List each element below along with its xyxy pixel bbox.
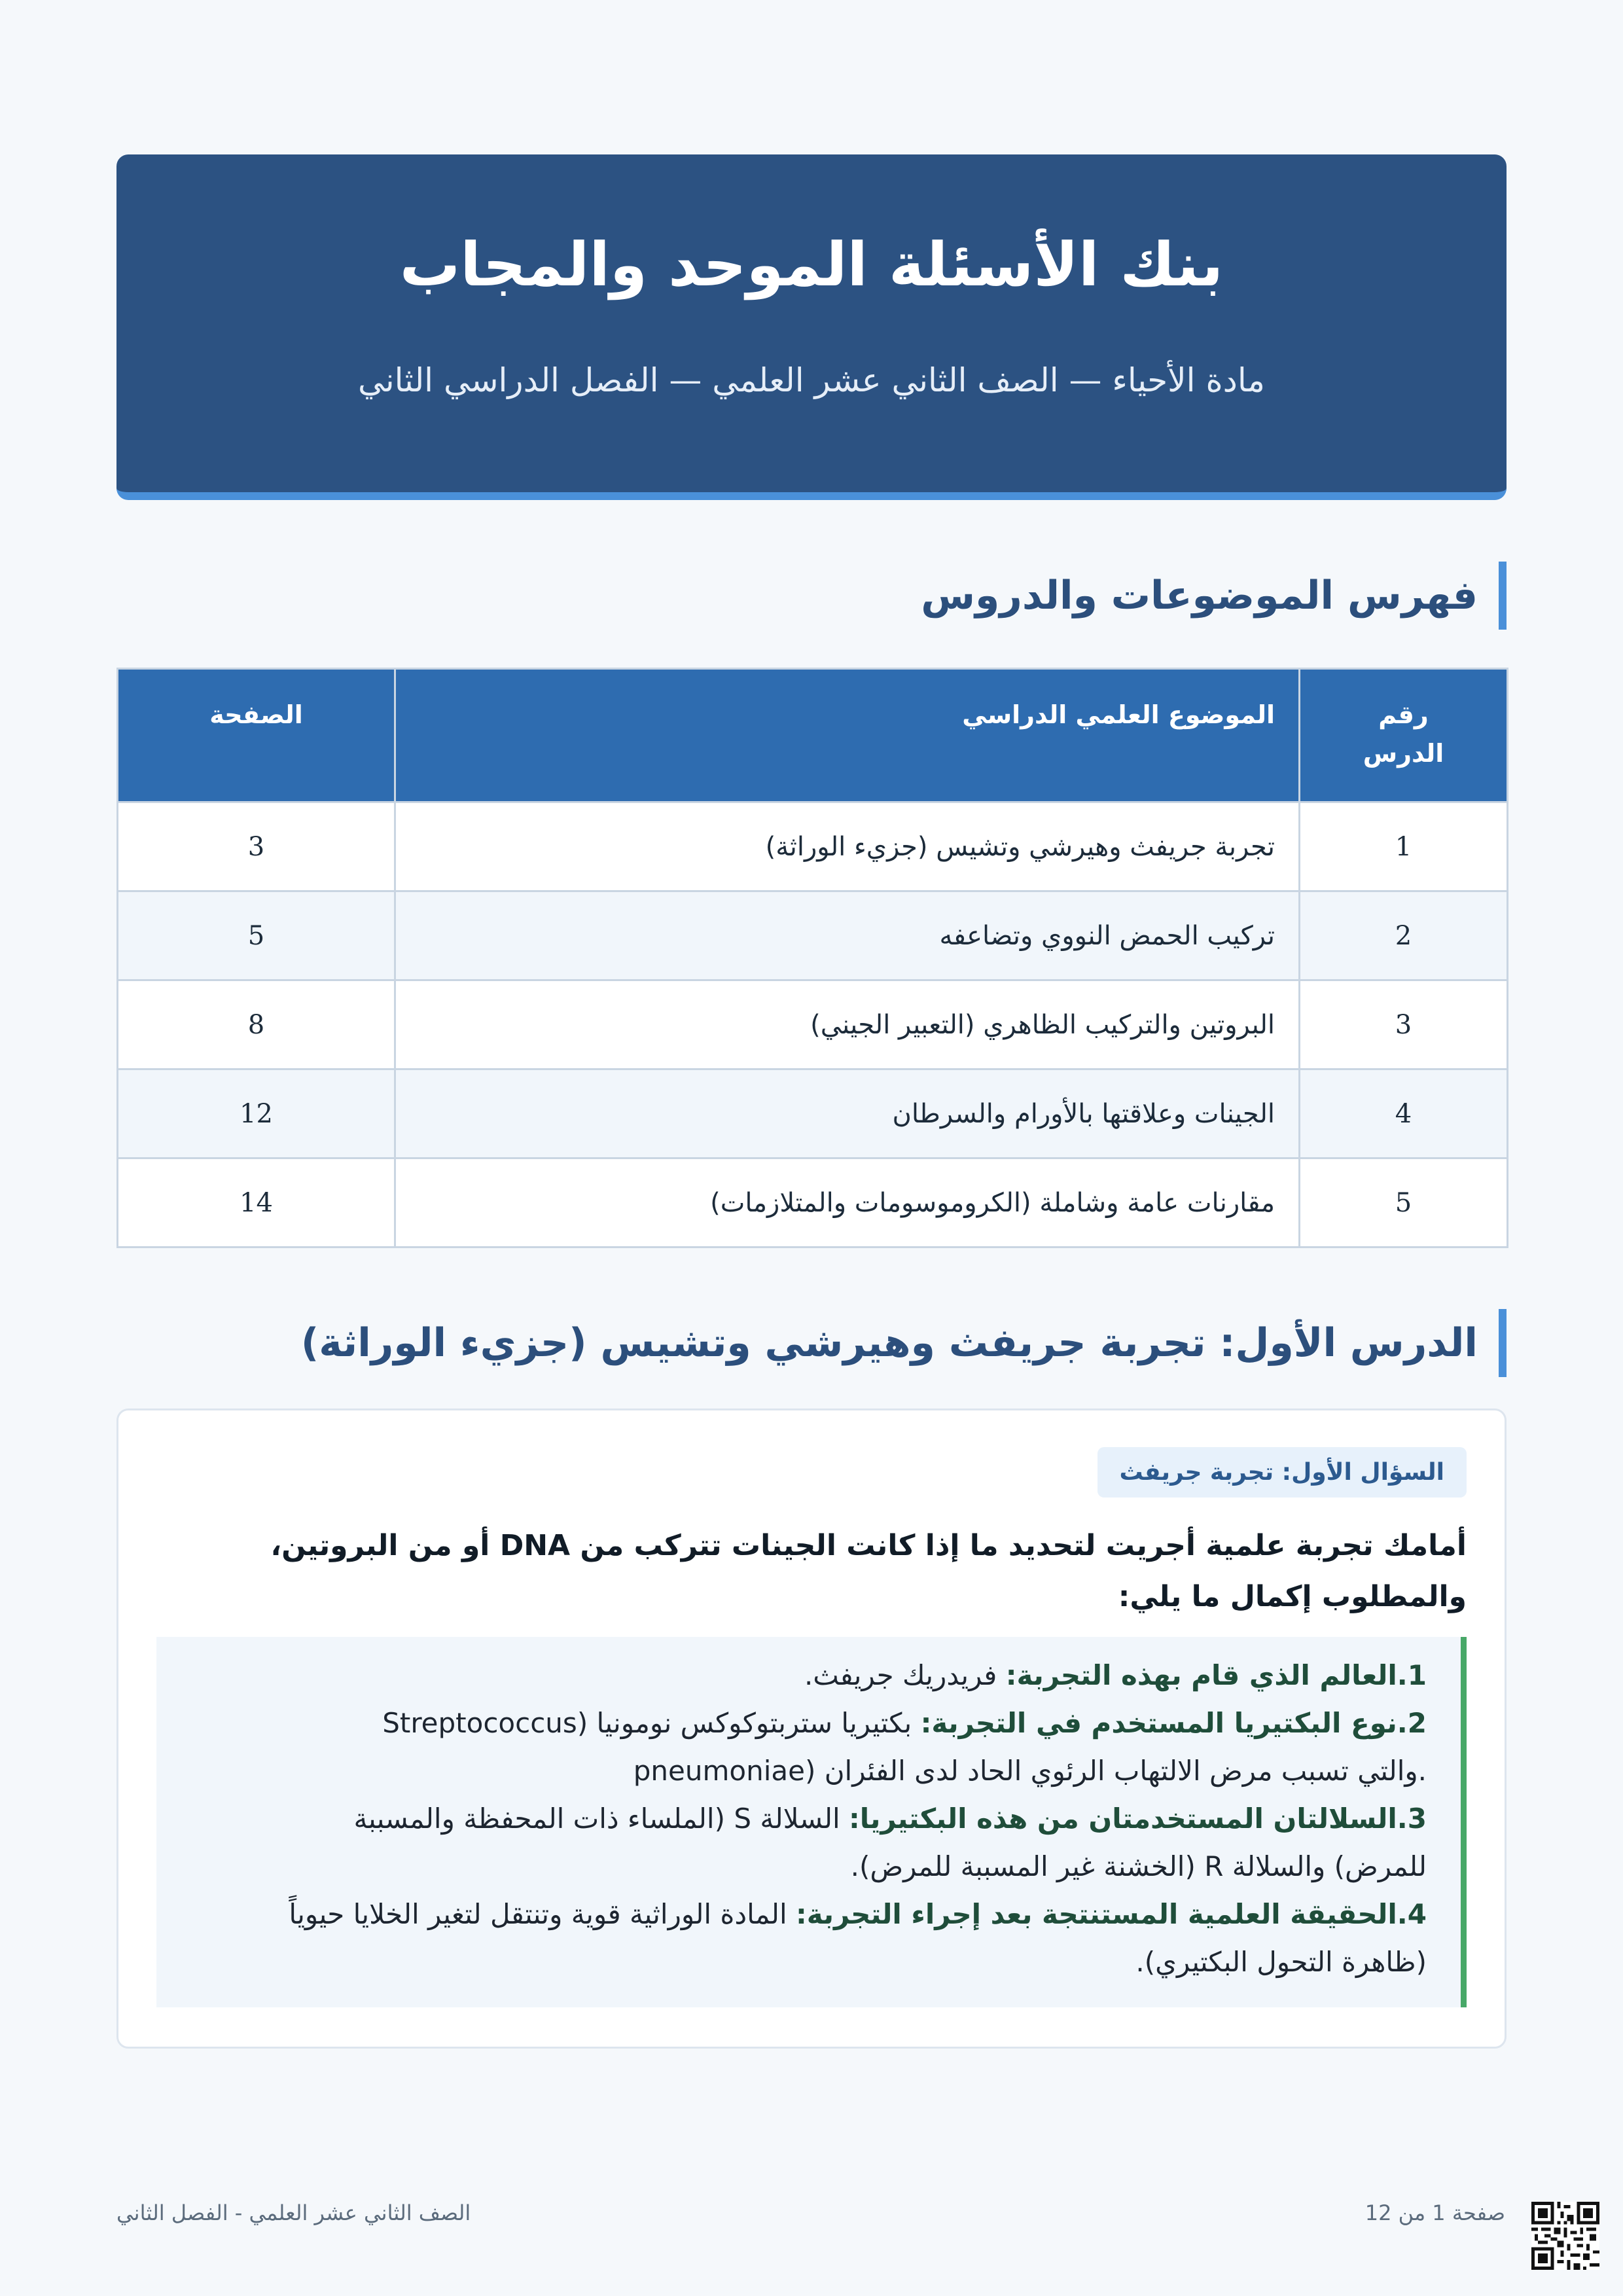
answer-line [183, 1842, 1427, 1890]
answer-line [183, 1651, 1427, 1699]
lesson-number: 2 [1300, 891, 1508, 980]
lesson-number: 1 [1300, 802, 1508, 891]
answer-line [183, 1795, 1427, 1842]
table-row [118, 980, 1508, 1069]
table-row [118, 1158, 1508, 1247]
answer-line [183, 1699, 1427, 1747]
column-header-page: الصفحة [118, 669, 395, 802]
lesson-topic: الجينات وعلاقتها بالأورام والسرطان [395, 1069, 1300, 1158]
answer-line [183, 1747, 1427, 1795]
answer-text: المادة الوراثية قوية وتنتقل لتغير الخلايا حيوياً [289, 1898, 796, 1930]
lesson-heading: الدرس الأول: تجربة جريفث وهيرشي وتشيس (جزيء الوراثة) [116, 1309, 1507, 1377]
lesson-page: 14 [118, 1158, 395, 1247]
answer-text: (ظاهرة التحول البكتيري). [1135, 1946, 1427, 1978]
table-row [118, 802, 1508, 891]
table-row [118, 891, 1508, 980]
index-heading: فهرس الموضوعات والدروس [116, 562, 1507, 630]
header-banner [116, 154, 1507, 500]
answer-text: فريدريك جريفث. [804, 1659, 1006, 1691]
answer-text: السلالة S (الملساء ذات المحفظة والمسببة [353, 1803, 849, 1835]
lesson-page: 3 [118, 802, 395, 891]
lesson-number: 3 [1300, 980, 1508, 1069]
answer-line [183, 1890, 1427, 1938]
lesson-topic: تركيب الحمض النووي وتضاعفه [395, 891, 1300, 980]
lesson-topic: البروتين والتركيب الظاهري (التعبير الجيني) [395, 980, 1300, 1069]
question-card [116, 1408, 1507, 2049]
question-badge: السؤال الأول: تجربة جريفث [1097, 1447, 1467, 1498]
answer-box [156, 1637, 1467, 2007]
answer-text: بكتيريا ستربتوكوكس نومونيا (Streptococcus [382, 1707, 921, 1739]
lesson-number: 5 [1300, 1158, 1508, 1247]
answer-text: للمرض) والسلالة R (الخشنة غير المسببة للمرض). [850, 1850, 1427, 1882]
lesson-page: 8 [118, 980, 395, 1069]
column-header-topic: الموضوع العلمي الدراسي [395, 669, 1300, 802]
document-page [116, 154, 1507, 1978]
lesson-topic: تجربة جريفث وهيرشي وتشيس (جزيء الوراثة) [395, 802, 1300, 891]
footer-course-label: الصف الثاني عشر العلمي - الفصل الثاني [116, 2200, 471, 2225]
column-header-number: رقم الدرس [1300, 669, 1508, 802]
lesson-number: 4 [1300, 1069, 1508, 1158]
answer-line [183, 1938, 1427, 1986]
lesson-page: 12 [118, 1069, 395, 1158]
question-stem-line: والمطلوب إكمال ما يلي: [1118, 1580, 1467, 1613]
page-subtitle: مادة الأحياء — الصف الثاني عشر العلمي — الفصل الدراسي الثاني [358, 361, 1265, 399]
page-title: بنك الأسئلة الموحد والمجاب [399, 230, 1224, 300]
answer-label: 1.العالم الذي قام بهذه التجربة: [1005, 1659, 1427, 1691]
answer-label: 3.السلالتان المستخدمتان من هذه البكتيريا: [849, 1803, 1427, 1835]
question-stem [156, 1520, 1467, 1623]
lesson-page: 5 [118, 891, 395, 980]
qr-code-icon [1531, 2202, 1599, 2270]
index-table [116, 668, 1508, 1248]
answer-label: 4.الحقيقة العلمية المستنتجة بعد إجراء التجربة: [796, 1898, 1427, 1930]
table-header-row [118, 669, 1508, 802]
question-stem-line: أمامك تجربة علمية أجريت لتحديد ما إذا كانت الجينات تتركب من DNA أو من البروتين، [270, 1529, 1467, 1562]
answer-text: .والتي تسبب مرض الالتهاب الرئوي الحاد لدى الفئران (pneumoniae [633, 1755, 1427, 1787]
answer-label: 2.نوع البكتيريا المستخدم في التجربة: [920, 1707, 1427, 1739]
footer-page-number: صفحة 1 من 12 [1364, 2200, 1505, 2225]
lesson-topic: مقارنات عامة وشاملة (الكروموسومات والمتلازمات) [395, 1158, 1300, 1247]
table-row [118, 1069, 1508, 1158]
